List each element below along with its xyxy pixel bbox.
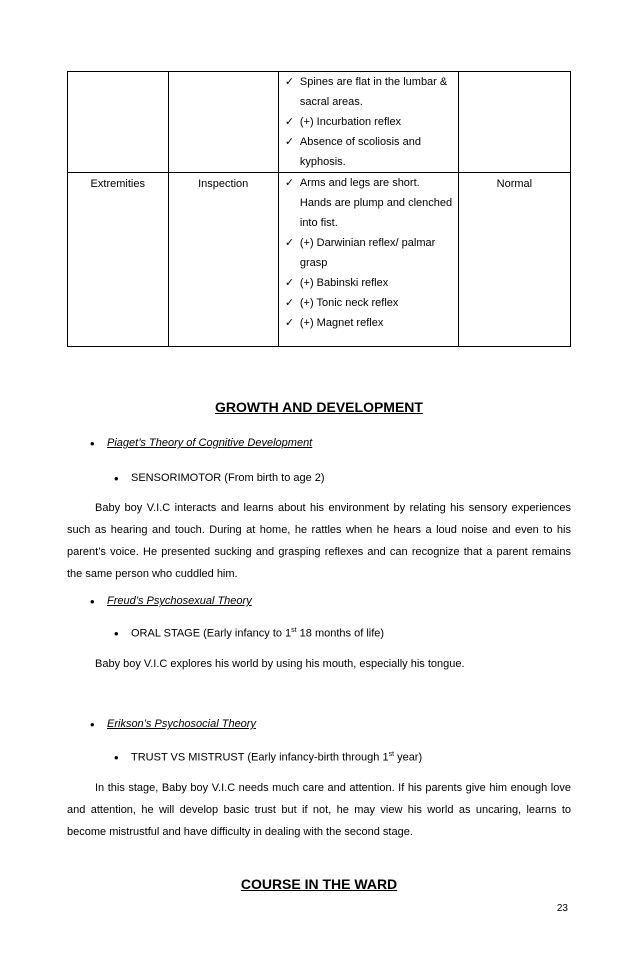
course-heading: COURSE IN THE WARD (240, 876, 398, 892)
table-cell-findings (278, 173, 458, 347)
checkmark-icon: ✓ (284, 297, 295, 309)
table-cell-area: Extremities (68, 173, 169, 347)
page-number: 23 (556, 903, 568, 914)
erikson-paragraph: In this stage, Baby boy V.I.C needs much care and attention. If his parents give him enough love and attention, he will develop basic trust but if not, he may view his world as uncaring, learns to become mistrustful and have difficulty in dealing with the second stage. (67, 782, 571, 838)
list-item: ✓ (+) Babinski reflex (285, 273, 454, 293)
checkmark-icon: ✓ (284, 237, 295, 249)
bullet-icon: • (114, 750, 119, 765)
table-row (68, 72, 571, 173)
assessment-table (67, 71, 571, 347)
table-cell-method: Inspection (168, 173, 278, 347)
bullet-icon: • (114, 626, 119, 641)
list-item: ✓ Absence of scoliosis and kyphosis. (285, 132, 454, 172)
list-item: ✓ (+) Tonic neck reflex (285, 293, 454, 313)
checkmark-icon: ✓ (284, 317, 295, 329)
stage-label: ORAL STAGE (Early infancy to 1st 18 months of life) (131, 627, 385, 640)
bullet-icon: • (90, 594, 95, 609)
table-cell-result: Normal (458, 173, 570, 347)
bullet-icon: • (90, 717, 95, 732)
table-row (68, 173, 571, 347)
stage-label: SENSORIMOTOR (From birth to age 2) (131, 472, 325, 484)
bullet-icon: • (90, 436, 95, 451)
stage-label: TRUST VS MISTRUST (Early infancy-birth through 1st year) (131, 751, 423, 764)
list-item: ✓ (+) Incurbation reflex (285, 112, 454, 132)
findings-list (279, 72, 458, 172)
table-cell-area (68, 72, 169, 173)
list-item: ✓ Spines are flat in the lumbar & sacral areas. (285, 72, 454, 112)
checkmark-icon: ✓ (284, 116, 295, 128)
theory-title: Erikson’s Psychosocial Theory (107, 718, 256, 730)
theory-title: Freud’s Psychosexual Theory (107, 595, 252, 607)
checkmark-icon: ✓ (284, 136, 295, 148)
bullet-icon: • (114, 471, 119, 486)
table-cell-method (168, 72, 278, 173)
list-item: ✓ (+) Darwinian reflex/ palmar grasp (285, 233, 454, 273)
freud-paragraph: Baby boy V.I.C explores his world by using his mouth, especially his tongue. (95, 658, 465, 670)
table-cell-findings (278, 72, 458, 173)
checkmark-icon: ✓ (284, 76, 295, 88)
growth-heading: GROWTH AND DEVELOPMENT (215, 399, 423, 415)
checkmark-icon: ✓ (284, 277, 295, 289)
findings-list (279, 173, 458, 333)
theory-title: Piaget’s Theory of Cognitive Development (107, 437, 313, 449)
list-item: ✓ (+) Magnet reflex (285, 313, 454, 333)
list-item: ✓ Arms and legs are short. Hands are plump and clenched into fist. (285, 173, 454, 233)
table-cell-result (458, 72, 570, 173)
checkmark-icon: ✓ (284, 177, 295, 189)
piaget-paragraph: Baby boy V.I.C interacts and learns about his environment by relating his sensory experiences such as hearing and touch. During at home, he rattles when he hears a loud noise and even to his parent’s voice. He presented sucking and grasping reflexes and can recognize that a parent remains the same person who cuddled him. (67, 502, 571, 580)
